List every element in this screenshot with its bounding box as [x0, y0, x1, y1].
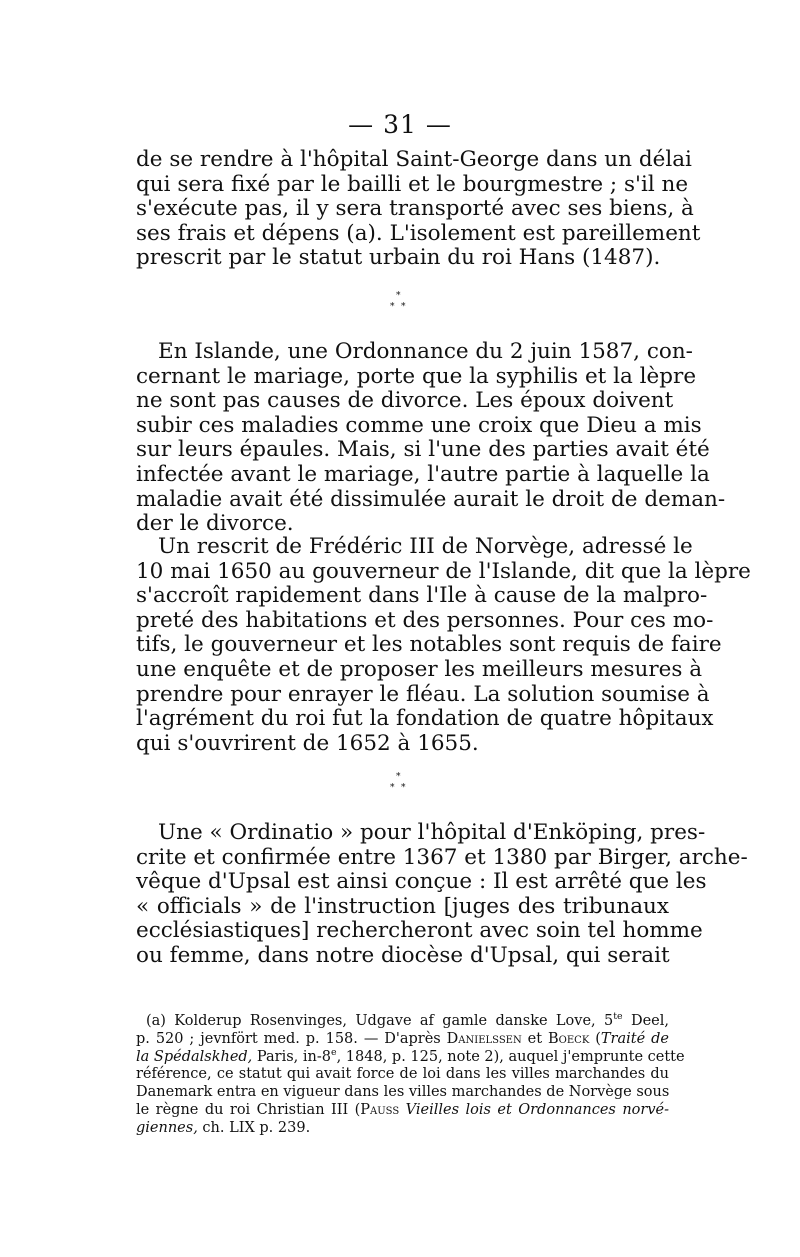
footnote-line — [136, 1046, 685, 1067]
text-line: prescrit par le statut urbain du roi Hans (1487). — [136, 245, 661, 271]
author-name: Boeck — [548, 1030, 590, 1047]
footnote-line — [136, 1120, 669, 1138]
text-line: ses frais et dépens (a). L'isolement est pareillement — [136, 220, 701, 246]
asterisk-mark: * — [390, 783, 395, 793]
paragraph-4 — [136, 820, 748, 969]
asterisk-mark: * — [396, 291, 401, 301]
text-line: der le divorce. — [136, 511, 294, 537]
footnote-text: (a) Kolderup Rosenvinges, Udgave af gamle danske Love, 5 — [146, 1013, 614, 1029]
text-line: ou femme, dans notre diocèse d'Upsal, qui serait — [136, 942, 670, 968]
text-line: une enquête et de proposer les meilleurs mesures à — [136, 656, 703, 682]
footnote-text: et — [521, 1030, 549, 1047]
page-number: — 31 — — [348, 110, 452, 139]
text-line: de se rendre à l'hôpital Saint-George dans un délai — [136, 147, 692, 172]
footnote-text: , 1848, p. 125, note 2), auquel j'emprunte cette — [336, 1048, 685, 1065]
author-name: Danielssen — [446, 1030, 522, 1047]
asterism-separator — [0, 773, 800, 803]
footnote-text: Deel, — [622, 1013, 669, 1029]
text-line: qui sera fixé par le bailli et le bourgmestre ; s'il ne — [136, 171, 689, 197]
text-line: cernant le mariage, porte que la syphilis et la lèpre — [136, 363, 697, 389]
asterism-separator — [0, 292, 800, 322]
text-line: tifs, le gouverneur et les notables sont requis de faire — [136, 632, 722, 658]
footnote-line: Danemark entra en vigueur dans les villes marchandes de Norvège sous — [136, 1084, 670, 1101]
paragraph-1 — [136, 147, 701, 271]
text-line: « officials » de l'instruction [juges des tribunaux — [136, 893, 669, 919]
footnote-text: ch. LIX p. 239. — [197, 1119, 311, 1136]
text-line: Un rescrit de Frédéric III de Norvège, adressé le — [158, 534, 693, 559]
book-title: giennes, — [136, 1119, 198, 1136]
footnote-line: référence, ce statut qui avait force de loi dans les villes marchandes du — [136, 1066, 669, 1083]
text-line: crite et confirmée entre 1367 et 1380 par Birger, arche- — [136, 844, 748, 870]
text-line: 10 mai 1650 au gouverneur de l'Islande, dit que la lèpre — [136, 558, 751, 584]
footnote — [136, 1011, 685, 1138]
text-line: infectée avant le mariage, l'autre partie à laquelle la — [136, 461, 710, 487]
text-line: Une « Ordinatio » pour l'hôpital d'Enköping, pres- — [158, 820, 706, 845]
footnote-text: p. 520 ; jevnfört med. p. 158. — D'après — [136, 1030, 447, 1047]
footnote-line — [136, 1013, 669, 1031]
text-line: s'exécute pas, il y sera transporté avec ses biens, à — [136, 196, 694, 222]
text-line: preté des habitations et des personnes. Pour ces mo- — [136, 607, 714, 633]
footnote-superscript: e — [331, 1046, 337, 1058]
footnote-line — [136, 1031, 669, 1049]
text-line: vêque d'Upsal est ainsi conçue : Il est arrêté que les — [136, 869, 707, 895]
asterisk-mark: * — [401, 302, 406, 312]
book-title: la Spédalskhed, — [136, 1048, 253, 1065]
author-name: Pauss — [360, 1101, 400, 1118]
text-line: prendre pour enrayer le fléau. La solution soumise à — [136, 681, 710, 707]
book-title: Traité de — [600, 1030, 669, 1047]
footnote-line — [136, 1102, 669, 1120]
paragraph-3 — [136, 534, 751, 756]
text-line: ecclésiastiques] rechercheront avec soin tel homme — [136, 918, 703, 944]
footnote-text: Paris, in-8 — [252, 1048, 331, 1065]
text-line: maladie avait été dissimulée aurait le droit de deman- — [136, 486, 726, 512]
asterisk-mark: * — [396, 772, 401, 782]
text-line: subir ces maladies comme une croix que Dieu a mis — [136, 412, 702, 438]
text-line: s'accroît rapidement dans l'Ile à cause de la malpro- — [136, 583, 708, 609]
text-line: ne sont pas causes de divorce. Les époux doivent — [136, 388, 674, 414]
asterisk-mark: * — [401, 783, 406, 793]
footnote-text: ( — [589, 1030, 601, 1047]
footnote-superscript: te — [613, 1011, 623, 1023]
footnote-text: le règne du roi Christian III ( — [136, 1101, 361, 1118]
text-line: l'agrément du roi fut la fondation de quatre hôpitaux — [136, 706, 714, 732]
text-line: sur leurs épaules. Mais, si l'une des parties avait été — [136, 437, 710, 463]
text-line: qui s'ouvrirent de 1652 à 1655. — [136, 730, 479, 756]
paragraph-2 — [136, 339, 726, 537]
text-line: En Islande, une Ordonnance du 2 juin 1587, con- — [158, 339, 693, 364]
book-title: Vieilles lois et Ordonnances norvé- — [399, 1101, 669, 1118]
asterisk-mark: * — [390, 302, 395, 312]
